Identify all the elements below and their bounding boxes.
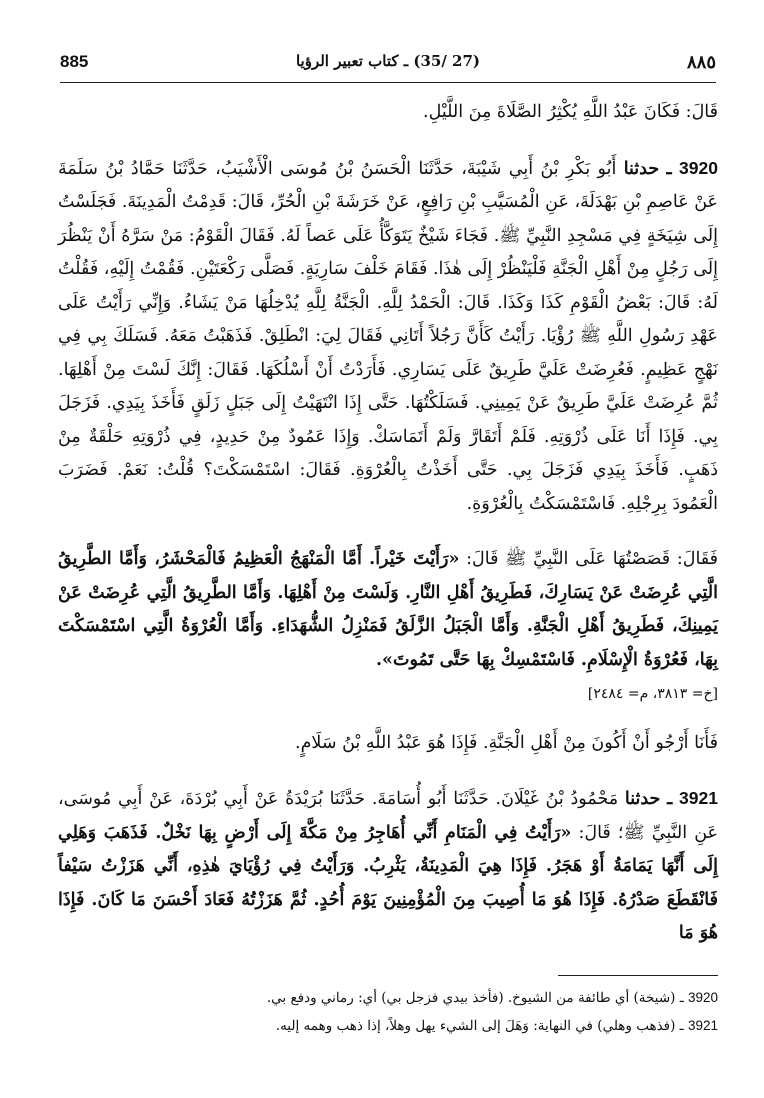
footnotes (58, 984, 718, 1040)
hadith-keyword: حدثنا (623, 158, 660, 179)
footnote-item (58, 1012, 718, 1040)
intro-line: قَالَ: فَكَانَ عَبْدُ اللَّهِ يُكْثِرُ الصَّلَاةَ مِنَ اللَّيْلِ. (423, 102, 718, 122)
explanation-speech: «رَأَيْتَ خَيْراً. أَمَّا الْمَنْهَجُ الْعَظِيمُ فَالْمَحْشَرُ، وَأَمَّا الطَّرِيقُ الَّتِي عُرِضَتْ عَنْ يَسَارِكَ، فَطَرِيقُ أَهْلِ النَّارِ. وَلَسْتَ مِنْ أَهْلِهَا. وَأَمَّا الطَّرِيقُ الَّتِي عُرِضَتْ عَنْ يَمِينِكَ، فَطَرِيقُ أَهْلِ الْجَنَّةِ. وَأَمَّا الْجَبَلُ الزَّلَقُ فَمَنْزِلُ الشُّهَدَاءِ. وَأَمَّا الْعُرْوَةُ الَّتِي اسْتَمْسَكْتَ بِهَا، فَعُرْوَةُ الْإِسْلَامِ. فَاسْتَمْسِكْ بِهَا حَتَّى تَمُوتَ». (58, 549, 718, 670)
hadith-3921 (58, 782, 718, 951)
page-number-arabic: ٨٨٥ (686, 52, 716, 73)
hadith-matn: «رَأَيْتُ فِي الْمَنَامِ أَنِّي أُهَاجِرُ مِنْ مَكَّةَ إِلَى أَرْضٍ بِهَا نَخْلٌ. فَذَهَبَ وَهَلِي إِلَى أَنَّهَا يَمَامَةُ أَوْ هَجَرُ. فَإِذَا هِيَ الْمَدِينَةُ، يَثْرِبُ. وَرَأَيْتُ فِي رُؤْيَايَ هٰذِهِ، أَنِّي هَزَزْتُ سَيْفاً فَانْقَطَعَ صَدْرُهُ. فَإِذَا هُوَ مَا أُصِيبَ مِنَ الْمُؤْمِنِينَ يَوْمَ أُحُدٍ. ثُمَّ هَزَزْتُهُ فَعَادَ أَحْسَنَ مَا كَانَ. فَإِذَا هُوَ مَا (58, 822, 718, 943)
hadith-3920 (58, 152, 718, 522)
hadith-dash: ـ (667, 789, 673, 809)
hadith-number: 3921 (679, 788, 718, 808)
hadith-isnad: مَحْمُودُ بْنُ غَيْلَانَ. حَدَّثَنَا أَبُو أُسَامَةَ. حَدَّثَنَا بُرَيْدَةُ عَنْ أَبِي بُرْدَةَ، عَنْ أَبِي مُوسَى، عَنِ النَّبِيِّ ﷺ؛ قَالَ: (58, 789, 718, 843)
running-title: (27 /35) ـ كتاب تعبير الرؤيا (295, 52, 481, 70)
footnote-divider (558, 975, 718, 976)
page-header (60, 48, 716, 83)
explanation-lead: فَقَالَ: قَصَصْتُهَا عَلَى النَّبِيِّ ﷺ قَالَ: (466, 549, 719, 569)
footnote-number: 3921 (687, 1018, 718, 1033)
footnote-text: ـ (شيخة) أي طائفة من الشيوخ. (فأخذ بيدي فزجل بي) أي: رماني ودفع بي. (266, 990, 684, 1006)
main-text (58, 96, 718, 951)
footnote-text: ـ (فذهب وهلي) في النهاية: وَهَلَ إلى الشيء يهل وهلاً، إذا ذهب وهمه إليه. (275, 1018, 684, 1034)
footnote-item (58, 984, 718, 1012)
cross-reference-line (58, 677, 718, 712)
cross-reference: [خ= ٣٨١٣، م= ٢٤٨٤] (587, 686, 718, 702)
hadith-number: 3920 (679, 157, 718, 178)
hadith-dash: ـ (666, 158, 672, 179)
hadith-keyword: حدثنا (624, 789, 661, 809)
page-number-latin: 885 (60, 52, 89, 71)
footnote-number: 3920 (687, 990, 718, 1005)
hadith-text: أَبُو بَكْرِ بْنُ أَبِي شَيْبَةَ، حَدَّثَنَا الْحَسَنُ بْنُ مُوسَى الْأَشْيَبُ، حَدَّثَنَا حَمَّادُ بْنُ سَلَمَةَ عَنْ عَاصِمِ بْنِ بَهْدَلَةَ، عَنِ الْمُسَيَّبِ بْنِ رَافِعٍ، عَنْ خَرَشَةَ بْنِ الْحُرِّ، قَالَ: قَدِمْتُ الْمَدِينَةَ. فَجَلَسْتُ إِلَى شِيَخَةٍ فِي مَسْجِدِ النَّبِيِّ ﷺ. فَجَاءَ شَيْخٌ يَتَوَكَّأُ عَلَى عَصاً لَهُ. فَقَالَ الْقَوْمُ: مَنْ سَرَّهُ أَنْ يَنْظُرَ إِلَى رَجُلٍ مِنْ أَهْلِ الْجَنَّةِ فَلْيَنْظُرْ إِلَى هٰذَا. فَقَامَ خَلْفَ سَارِيَةٍ. فَصَلَّى رَكْعَتَيْنِ. فَقُمْتُ إِلَيْهِ، فَقُلْتُ لَهُ: قَالَ: بَعْضُ الْقَوْمِ كَذَا وَكَذَا. قَالَ: الْحَمْدُ لِلَّهِ. الْجَنَّةُ لِلَّهِ يُدْخِلُهَا مَنْ يَشَاءُ. وَإِنِّي رَأَيْتُ عَلَى عَهْدِ رَسُولِ اللَّهِ ﷺ رُؤْيَا. رَأَيْتُ كَأَنَّ رَجُلاً أَتَانِي فَقَالَ لِيَ: انْطَلِقْ. فَذَهَبْتُ مَعَهُ. فَسَلَكَ بِي فِي نَهْجٍ عَظِيمٍ. فَعُرِضَتْ عَلَيَّ طَرِيقٌ عَلَى يَسَارِي. فَأَرَدْتُ أَنْ أَسْلُكَهَا. فَقَالَ: إِنَّكَ لَسْتَ مِنْ أَهْلِهَا. ثُمَّ عُرِضَتْ عَلَيَّ طَرِيقٌ عَنْ يَمِينِي. فَسَلَكْتُهَا. حَتَّى إِذَا انْتَهَيْتُ إِلَى جَبَلٍ زَلَقٍ فَأَخَذَ بِيَدِي. فَزَجَلَ بِي. فَإِذَا أَنَا عَلَى ذُرْوَتِهِ. فَلَمْ أَتَقَارَّ وَلَمْ أَتَمَاسَكْ. وَإِذَا عَمُودٌ مِنْ حَدِيدٍ، فِي ذُرْوَتِهِ حَلْقَةٌ مِنْ ذَهَبٍ. فَأَخَذَ بِيَدِي فَزَجَلَ بِي. حَتَّى أَخَذْتُ بِالْعُرْوَةِ. فَقَالَ: اسْتَمْسَكْتَ؟ قُلْتُ: نَعَمْ. فَضَرَبَ الْعَمُودَ بِرِجْلِهِ. فَاسْتَمْسَكْتُ بِالْعُرْوَةِ. (58, 158, 718, 514)
prophet-explanation (58, 543, 718, 677)
closing-line: فَأَنَا أَرْجُو أَنْ أَكُونَ مِنْ أَهْلِ الْجَنَّةِ. فَإِذَا هُوَ عَبْدُ اللَّهِ بْنُ سَلَامٍ. (295, 732, 718, 753)
